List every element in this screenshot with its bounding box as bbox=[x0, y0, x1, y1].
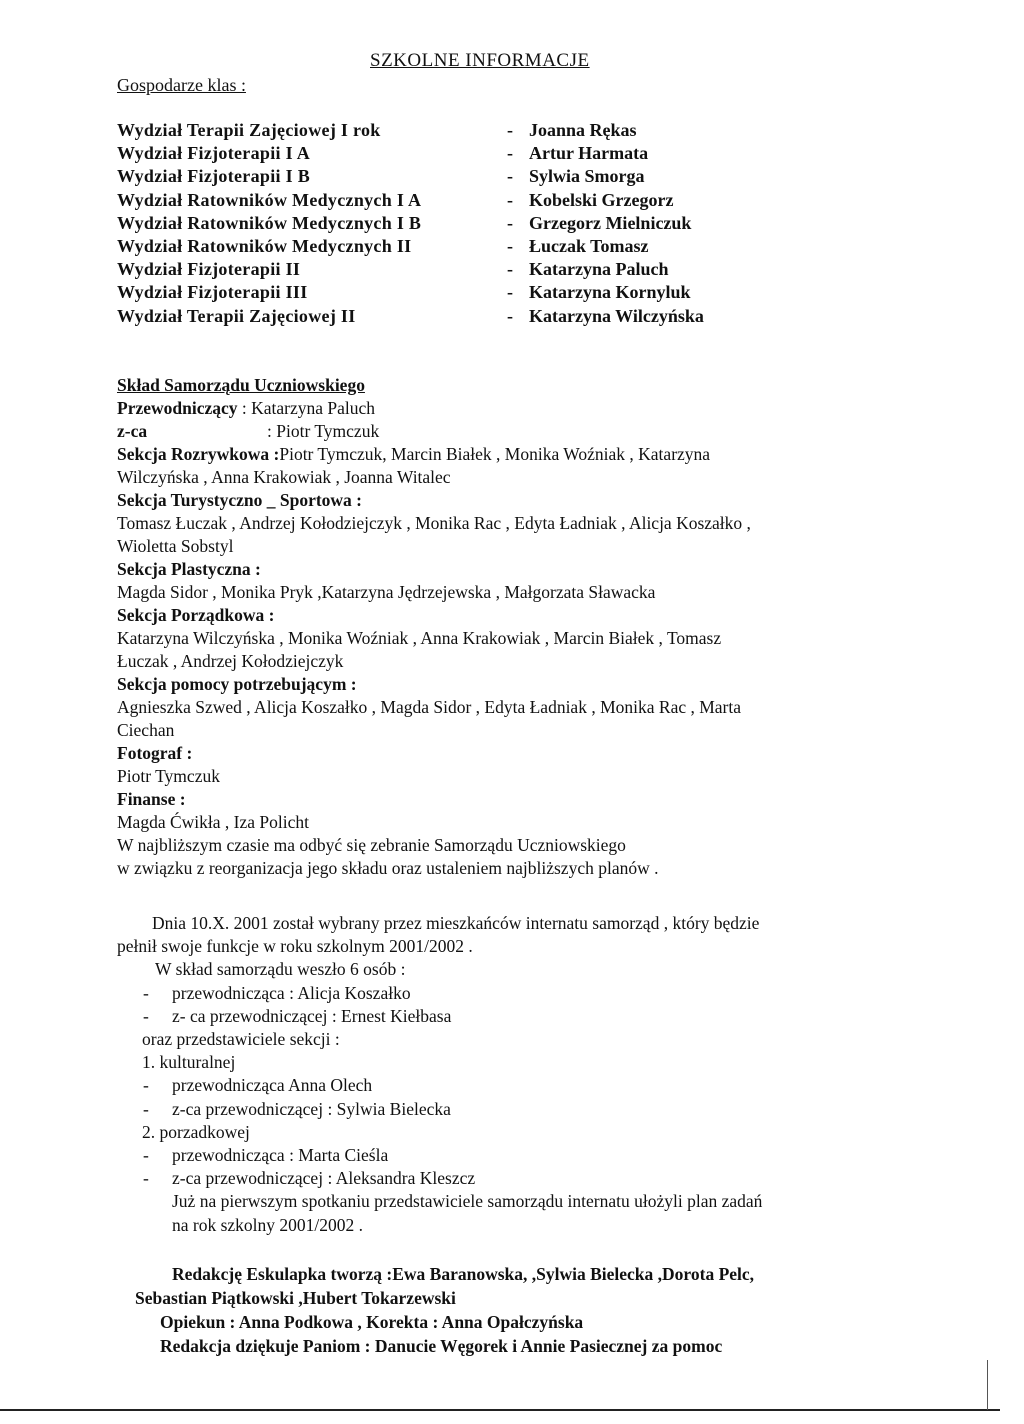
list-item bbox=[117, 190, 757, 213]
section-help-members: Agnieszka Szwed , Alicja Koszałko , Magda Sidor , Edyta Ładniak , Monika Rac , Marta bbox=[117, 697, 742, 717]
election-paragraph: Dnia 10.X. 2001 został wybrany przez mieszkańców internatu samorząd , który będzie bbox=[152, 913, 760, 933]
finance-members: Magda Ćwikła , Iza Policht bbox=[117, 812, 309, 832]
editors-line-cont: Sebastian Piątkowski ,Hubert Tokarzewski bbox=[135, 1288, 456, 1308]
hosts-heading: Gospodarze klas : bbox=[117, 75, 246, 95]
list-item bbox=[117, 236, 757, 259]
member-line: - z- ca przewodniczącej : Ernest Kiełbasa bbox=[143, 1005, 452, 1026]
list-item bbox=[117, 143, 757, 166]
department-name: Wydział Ratowników Medycznych I B bbox=[117, 212, 422, 233]
section-tourism-members: Tomasz Łuczak , Andrzej Kołodziejczyk , Monika Rac , Edyta Ładniak , Alicja Koszałko , bbox=[117, 513, 751, 533]
dormitory-council-section bbox=[117, 912, 877, 1237]
department-name: Wydział Fizjoterapii II bbox=[117, 259, 301, 280]
section-tourism-members-cont: Wioletta Sobstyl bbox=[117, 536, 234, 556]
list-item bbox=[117, 166, 757, 189]
chair-line: Przewodniczący : Katarzyna Paluch bbox=[117, 398, 376, 418]
department-name: Wydział Ratowników Medycznych I A bbox=[117, 189, 422, 210]
department-name: Wydział Terapii Zajęciowej II bbox=[117, 305, 356, 326]
plan-note: Już na pierwszym spotkaniu przedstawiciele samorządu internatu ułożyli plan zadań bbox=[172, 1191, 763, 1212]
section-number: 2. porzadkowej bbox=[142, 1121, 250, 1142]
host-name: - Sylwia Smorga bbox=[507, 166, 645, 187]
host-name: - Grzegorz Mielniczuk bbox=[507, 212, 692, 233]
section-help-members-cont: Ciechan bbox=[117, 720, 175, 740]
class-hosts-list bbox=[117, 120, 757, 329]
section-art-members: Magda Sidor , Monika Pryk ,Katarzyna Jędrzejewska , Małgorzata Sławacka bbox=[117, 582, 656, 602]
department-name: Wydział Fizjoterapii I A bbox=[117, 143, 311, 164]
member-line: - z-ca przewodniczącej : Sylwia Bielecka bbox=[143, 1098, 451, 1119]
host-name: - Kobelski Grzegorz bbox=[507, 189, 674, 210]
host-name: - Katarzyna Paluch bbox=[507, 259, 669, 280]
page-title: SZKOLNE INFORMACJE bbox=[370, 50, 590, 71]
section-entertainment: Sekcja Rozrywkowa :Piotr Tymczuk, Marcin Białek , Monika Woźniak , Katarzyna bbox=[117, 444, 711, 464]
section-tourism-heading: Sekcja Turystyczno _ Sportowa : bbox=[117, 490, 363, 510]
thanks-line: Redakcja dziękuje Paniom : Danucie Węgorek i Annie Pasiecznej za pomoc bbox=[160, 1336, 723, 1356]
list-item bbox=[117, 213, 757, 236]
scan-edge-mark bbox=[987, 1360, 988, 1410]
department-name: Wydział Terapii Zajęciowej I rok bbox=[117, 120, 381, 140]
page-bottom-divider bbox=[0, 1409, 1000, 1411]
council-heading: Skład Samorządu Uczniowskiego bbox=[117, 375, 365, 395]
host-name: - Katarzyna Wilczyńska bbox=[507, 305, 704, 326]
finance-heading: Finanse : bbox=[117, 789, 186, 809]
meeting-note: W najbliższym czasie ma odbyć się zebranie Samorządu Uczniowskiego bbox=[117, 835, 626, 855]
department-name: Wydział Fizjoterapii I B bbox=[117, 166, 311, 187]
sections-intro: oraz przedstawiciele sekcji : bbox=[142, 1029, 340, 1050]
section-art-heading: Sekcja Plastyczna : bbox=[117, 559, 261, 579]
section-entertainment-cont: Wilczyńska , Anna Krakowiak , Joanna Witalec bbox=[117, 467, 451, 487]
supervisor-line: Opiekun : Anna Podkowa , Korekta : Anna Opałczyńska bbox=[160, 1312, 584, 1332]
student-council-section bbox=[117, 374, 877, 880]
host-name: - Joanna Rękas bbox=[507, 120, 637, 140]
host-name: - Artur Harmata bbox=[507, 143, 649, 164]
editorial-credits bbox=[117, 1262, 877, 1358]
plan-note-cont: na rok szkolny 2001/2002 . bbox=[172, 1214, 364, 1235]
section-order-heading: Sekcja Porządkowa : bbox=[117, 605, 275, 625]
department-name: Wydział Ratowników Medycznych II bbox=[117, 235, 412, 256]
list-item bbox=[117, 120, 757, 143]
host-name: - Katarzyna Kornyluk bbox=[507, 282, 691, 303]
editors-line: Redakcję Eskulapka tworzą :Ewa Baranowska, ,Sylwia Bielecka ,Dorota Pelc, bbox=[172, 1264, 755, 1284]
member-line: - przewodnicząca : Alicja Koszałko bbox=[143, 982, 411, 1003]
section-number: 1. kulturalnej bbox=[142, 1052, 236, 1073]
host-name: - Łuczak Tomasz bbox=[507, 235, 649, 256]
list-item bbox=[117, 306, 757, 329]
photographer-heading: Fotograf : bbox=[117, 743, 193, 763]
list-item bbox=[117, 259, 757, 282]
member-line: - przewodnicząca : Marta Cieśla bbox=[143, 1145, 389, 1166]
members-intro: W skład samorządu weszło 6 osób : bbox=[155, 959, 406, 980]
photographer-name: Piotr Tymczuk bbox=[117, 766, 220, 786]
meeting-note-cont: w związku z reorganizacja jego składu oraz ustaleniem najbliższych planów . bbox=[117, 858, 659, 878]
section-order-members: Katarzyna Wilczyńska , Monika Woźniak , Anna Krakowiak , Marcin Białek , Tomasz bbox=[117, 628, 722, 648]
list-item bbox=[117, 282, 757, 305]
member-line: - z-ca przewodniczącej : Aleksandra Kleszcz bbox=[143, 1168, 476, 1189]
election-paragraph-cont: pełnił swoje funkcje w roku szkolnym 2001/2002 . bbox=[117, 936, 473, 957]
member-line: - przewodnicząca Anna Olech bbox=[143, 1075, 373, 1096]
department-name: Wydział Fizjoterapii III bbox=[117, 282, 308, 303]
section-help-heading: Sekcja pomocy potrzebującym : bbox=[117, 674, 357, 694]
vice-chair-line: z-ca : Piotr Tymczuk bbox=[117, 421, 380, 441]
section-order-members-cont: Łuczak , Andrzej Kołodziejczyk bbox=[117, 651, 344, 671]
